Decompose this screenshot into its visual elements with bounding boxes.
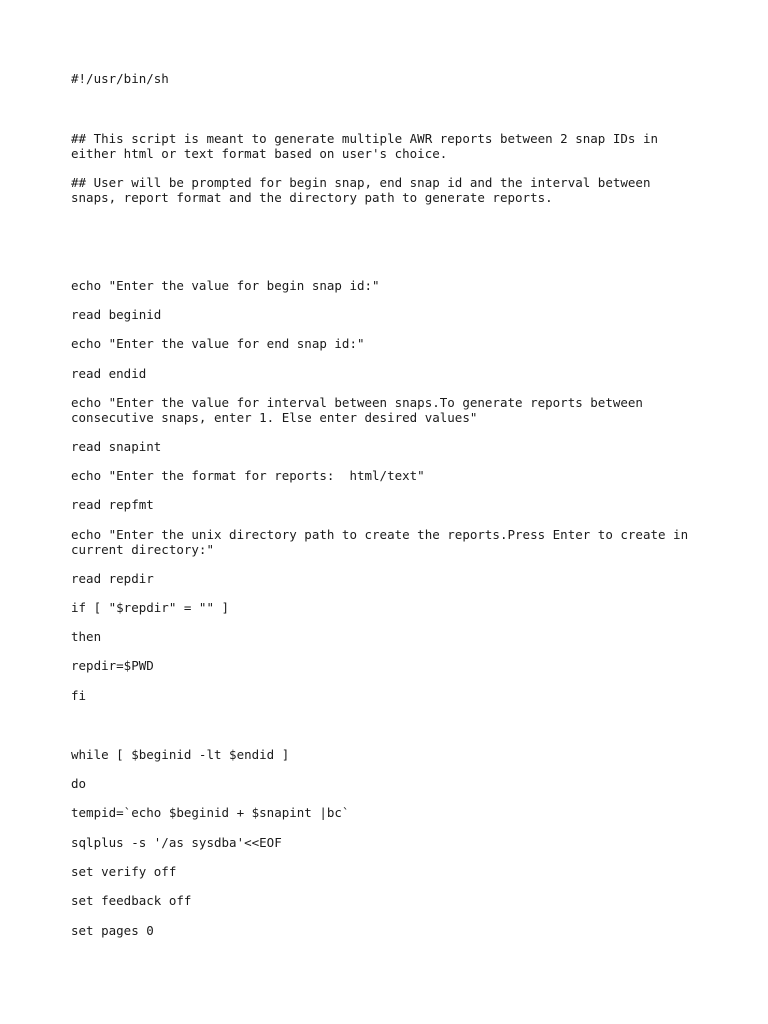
code-line: repdir=$PWD	[71, 658, 154, 673]
code-line: set verify off	[71, 864, 177, 879]
code-line: echo "Enter the value for begin snap id:"	[71, 278, 380, 293]
code-line: echo "Enter the value for interval between snaps.To generate reports between	[71, 395, 643, 410]
shebang-line: #!/usr/bin/sh	[71, 71, 169, 86]
code-line: if [ "$repdir" = "" ]	[71, 600, 230, 615]
code-line: fi	[71, 688, 87, 703]
code-line: set pages 0	[71, 923, 154, 938]
code-line: do	[71, 776, 87, 791]
code-line: tempid=`echo $beginid + $snapint |bc`	[71, 805, 350, 820]
code-line: read snapint	[71, 439, 162, 454]
comment-line: snaps, report format and the directory path to generate reports.	[71, 190, 553, 205]
code-line: read repdir	[71, 571, 154, 586]
comment-line: either html or text format based on user's choice.	[71, 146, 448, 161]
code-line: sqlplus -s '/as sysdba'<<EOF	[71, 835, 282, 850]
code-line: set feedback off	[71, 893, 192, 908]
code-line: then	[71, 629, 102, 644]
code-line: read beginid	[71, 307, 162, 322]
code-line: while [ $beginid -lt $endid ]	[71, 747, 290, 762]
code-line: echo "Enter the unix directory path to create the reports.Press Enter to create in	[71, 527, 689, 542]
code-line: echo "Enter the value for end snap id:"	[71, 336, 365, 351]
code-line: consecutive snaps, enter 1. Else enter desired values"	[71, 410, 478, 425]
code-line: read repfmt	[71, 497, 154, 512]
code-line: echo "Enter the format for reports: html/text"	[71, 468, 425, 483]
code-line: current directory:"	[71, 542, 214, 557]
comment-line: ## User will be prompted for begin snap, end snap id and the interval between	[71, 175, 651, 190]
comment-line: ## This script is meant to generate multiple AWR reports between 2 snap IDs in	[71, 131, 658, 146]
code-line: read endid	[71, 366, 147, 381]
